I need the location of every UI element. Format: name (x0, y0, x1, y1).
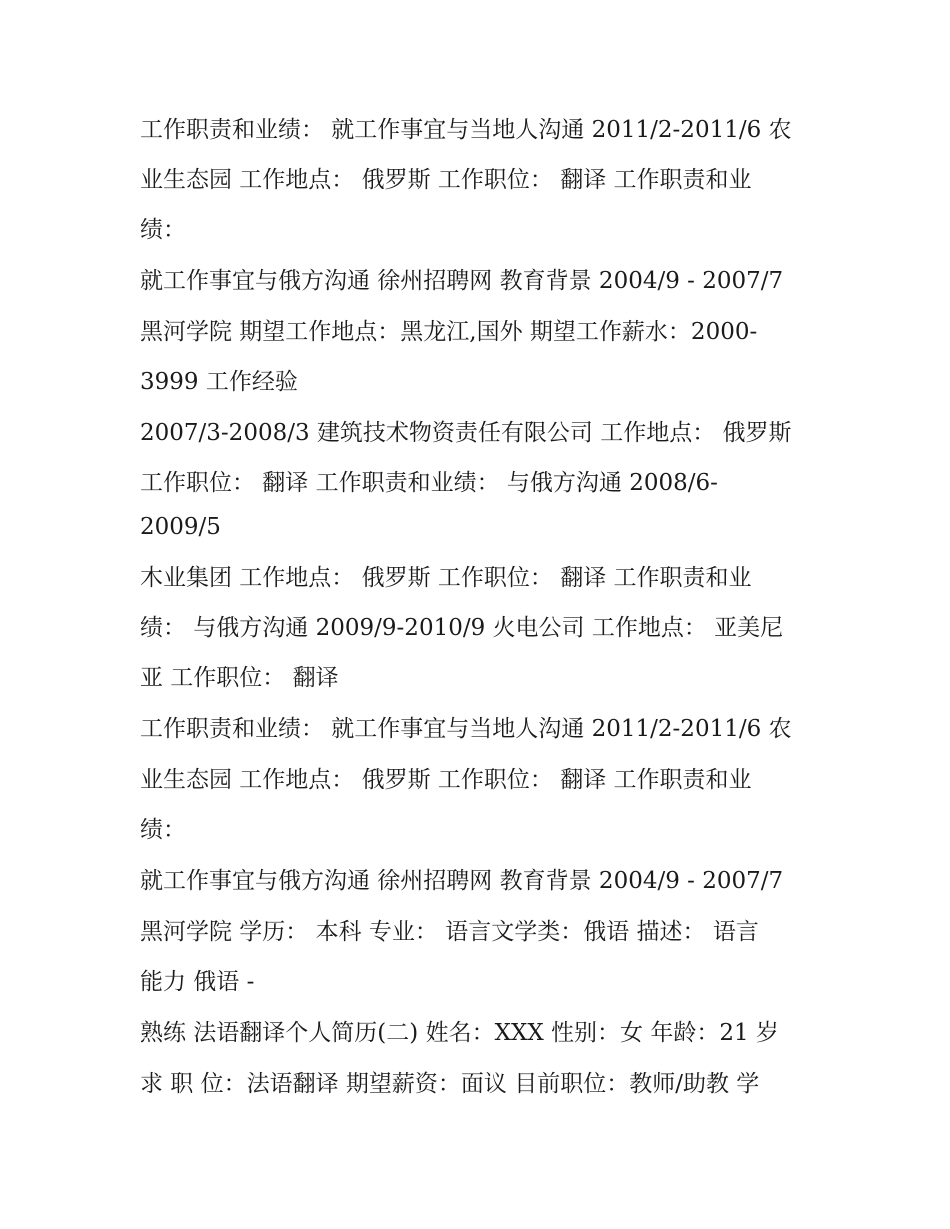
text-line: 业生态园 工作地点： 俄罗斯 工作职位： 翻译 工作职责和业 (140, 767, 752, 793)
text-line: 熟练 法语翻译个人简历(二) 姓名：XXX 性别：女 年龄：21 岁 (140, 1020, 779, 1046)
text-line: 黑河学院 学历： 本科 专业： 语言文学类：俄语 描述： 语言 (140, 919, 759, 945)
text-line: 绩： (140, 217, 186, 243)
text-line: 工作职责和业绩： 就工作事宜与当地人沟通 2011/2-2011/6 农 (140, 716, 792, 742)
text-line: 业生态园 工作地点： 俄罗斯 工作职位： 翻译 工作职责和业 (140, 167, 752, 193)
text-line: 亚 工作职位： 翻译 (140, 665, 339, 691)
text-line: 就工作事宜与俄方沟通 徐州招聘网 教育背景 2004/9 - 2007/7 (140, 268, 784, 294)
text-line: 能力 俄语 - (140, 969, 255, 995)
text-line: 黑河学院 期望工作地点：黑龙江,国外 期望工作薪水：2000- (140, 319, 758, 345)
text-line: 绩： (140, 817, 186, 843)
text-line: 2007/3-2008/3 建筑技术物资责任有限公司 工作地点： 俄罗斯 (140, 420, 792, 446)
text-line: 3999 工作经验 (140, 369, 298, 395)
text-line: 工作职责和业绩： 就工作事宜与当地人沟通 2011/2-2011/6 农 (140, 117, 792, 143)
text-line: 工作职位： 翻译 工作职责和业绩： 与俄方沟通 2008/6- (140, 470, 718, 496)
text-line: 绩： 与俄方沟通 2009/9-2010/9 火电公司 工作地点： 亚美尼 (140, 615, 784, 641)
text-line: 木业集团 工作地点： 俄罗斯 工作职位： 翻译 工作职责和业 (140, 565, 752, 591)
text-line: 就工作事宜与俄方沟通 徐州招聘网 教育背景 2004/9 - 2007/7 (140, 868, 784, 894)
text-line: 2009/5 (140, 514, 221, 540)
text-line: 求 职 位：法语翻译 期望薪资：面议 目前职位：教师/助教 学 (140, 1071, 760, 1097)
